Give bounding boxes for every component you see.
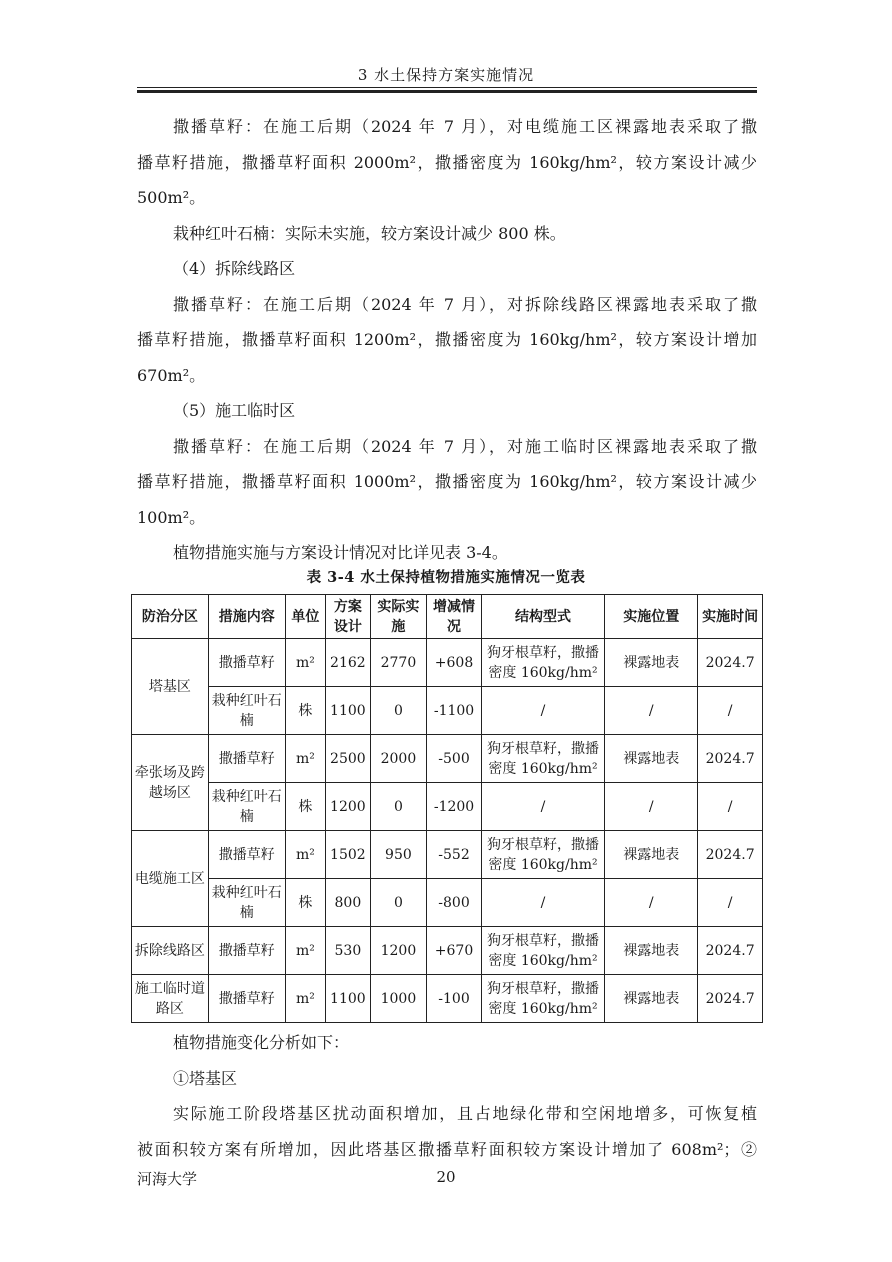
table-cell: 裸露地表 (605, 735, 698, 783)
table-cell: 2024.7 (698, 735, 763, 783)
footer-institution: 河海大学 (137, 1170, 198, 1188)
table-cell: -500 (427, 735, 482, 783)
section-heading: （4）拆除线路区 (173, 259, 296, 278)
zone-cell: 电缆施工区 (132, 831, 209, 927)
table-cell: 狗牙根草籽，撒播密度 160kg/hm² (481, 831, 604, 879)
table-cell: 0 (370, 783, 427, 831)
table-row (132, 687, 763, 735)
header-cell: 结构型式 (481, 595, 604, 639)
header-cell: 措施内容 (208, 595, 285, 639)
table-cell: 撒播草籽 (208, 927, 285, 975)
body-text-top (137, 109, 757, 571)
table-cell: 2024.7 (698, 831, 763, 879)
list-item-marker: ①塔基区 (173, 1068, 238, 1088)
table-cell: / (698, 783, 763, 831)
paragraph-line: 实际施工阶段塔基区扰动面积增加，且占地绿化带和空闲地增多，可恢复植 (173, 1104, 757, 1123)
table-cell: m² (285, 639, 325, 687)
body-text-bottom (137, 1025, 757, 1167)
header-cell: 单位 (285, 595, 325, 639)
table-cell: m² (285, 975, 325, 1023)
section-heading: （5）施工临时区 (173, 401, 296, 420)
table-cell: 1200 (370, 927, 427, 975)
paragraph-line: 播草籽措施，撒播草籽面积 2000m²，撒播密度为 160kg/hm²，较方案设计减少 (137, 152, 757, 172)
table-cell: m² (285, 927, 325, 975)
paragraph-line: 100m²。 (137, 507, 206, 527)
header-cell: 增减情况 (427, 595, 482, 639)
paragraph-line: 撒播草籽：在施工后期（2024 年 7 月），对施工临时区裸露地表采取了撒 (173, 436, 757, 456)
table-cell: 950 (370, 831, 427, 879)
table-cell: +608 (427, 639, 482, 687)
plant-measures-table (131, 594, 763, 1023)
table-cell: m² (285, 831, 325, 879)
table-cell: / (481, 783, 604, 831)
table-cell: 1100 (326, 975, 370, 1023)
page-number: 20 (436, 1168, 456, 1186)
header-rule-thin (137, 87, 757, 88)
table-header-row (132, 595, 763, 639)
table-cell: 1200 (326, 783, 370, 831)
table-cell: 株 (285, 879, 325, 927)
table-cell: / (698, 879, 763, 927)
zone-cell: 塔基区 (132, 639, 209, 735)
table-cell: -1100 (427, 687, 482, 735)
table-cell: 2500 (326, 735, 370, 783)
table-cell: / (605, 783, 698, 831)
header-cell: 实际实施 (370, 595, 427, 639)
table-cell: 撒播草籽 (208, 975, 285, 1023)
table-cell: 2024.7 (698, 927, 763, 975)
zone-cell: 牵张场及跨越场区 (132, 735, 209, 831)
paragraph-line: 撒播草籽：在施工后期（2024 年 7 月），对拆除线路区裸露地表采取了撒 (173, 294, 757, 314)
paragraph-line: 植物措施变化分析如下： (173, 1033, 350, 1052)
table-cell: 1502 (326, 831, 370, 879)
table-cell: -100 (427, 975, 482, 1023)
header-cell: 防治分区 (132, 595, 209, 639)
table-cell: +670 (427, 927, 482, 975)
table-cell: -552 (427, 831, 482, 879)
table-cell: -1200 (427, 783, 482, 831)
header-cell: 实施位置 (605, 595, 698, 639)
table-cell: 2162 (326, 639, 370, 687)
table-cell: 株 (285, 783, 325, 831)
table-cell: 撒播草籽 (208, 639, 285, 687)
table-cell: 800 (326, 879, 370, 927)
paragraph-line: 670m²。 (137, 365, 206, 385)
table-cell: 2770 (370, 639, 427, 687)
table-row (132, 639, 763, 687)
table-cell: 2024.7 (698, 639, 763, 687)
table-cell: / (605, 687, 698, 735)
table-cell: / (481, 879, 604, 927)
table-cell: 1000 (370, 975, 427, 1023)
table-cell: 栽种红叶石楠 (208, 687, 285, 735)
table-row (132, 975, 763, 1023)
table-row (132, 927, 763, 975)
zone-cell: 拆除线路区 (132, 927, 209, 975)
table-cell: / (605, 879, 698, 927)
table-cell: 栽种红叶石楠 (208, 783, 285, 831)
table-cell: 裸露地表 (605, 975, 698, 1023)
table-cell: 裸露地表 (605, 927, 698, 975)
table-cell: / (481, 687, 604, 735)
table-cell: 栽种红叶石楠 (208, 879, 285, 927)
table-row (132, 831, 763, 879)
zone-cell: 施工临时道路区 (132, 975, 209, 1023)
table-caption: 表 3-4 水土保持植物措施实施情况一览表 (306, 569, 586, 586)
table-cell: 2024.7 (698, 975, 763, 1023)
paragraph-line: 植物措施实施与方案设计情况对比详见表 3-4。 (173, 543, 508, 562)
paragraph-line: 播草籽措施，撒播草籽面积 1000m²，撒播密度为 160kg/hm²，较方案设计减少 (137, 472, 757, 491)
table-cell: 株 (285, 687, 325, 735)
table-row (132, 783, 763, 831)
table-cell: 狗牙根草籽，撒播密度 160kg/hm² (481, 639, 604, 687)
paragraph-line: 栽种红叶石楠：实际未实施，较方案设计减少 800 株。 (173, 223, 566, 243)
table-cell: 狗牙根草籽，撒播密度 160kg/hm² (481, 735, 604, 783)
table-cell: / (698, 687, 763, 735)
table-cell: 2000 (370, 735, 427, 783)
paragraph-line: 500m²。 (137, 188, 206, 207)
table-cell: m² (285, 735, 325, 783)
table-cell: 撒播草籽 (208, 831, 285, 879)
table-cell: 裸露地表 (605, 831, 698, 879)
paragraph-line: 被面积较方案有所增加，因此塔基区撒播草籽面积较方案设计增加了 608m²；② (137, 1139, 757, 1159)
table-cell: 狗牙根草籽，撒播密度 160kg/hm² (481, 975, 604, 1023)
header-cell: 方案设计 (326, 595, 370, 639)
table-row (132, 735, 763, 783)
header-cell: 实施时间 (698, 595, 763, 639)
table-cell: 撒播草籽 (208, 735, 285, 783)
header-rule-thick (137, 90, 757, 93)
running-header: 3 水土保持方案实施情况 (357, 66, 535, 84)
table-cell: 1100 (326, 687, 370, 735)
table-cell: 狗牙根草籽，撒播密度 160kg/hm² (481, 927, 604, 975)
table-cell: 530 (326, 927, 370, 975)
paragraph-line: 播草籽措施，撒播草籽面积 1200m²，撒播密度为 160kg/hm²，较方案设计增加 (137, 330, 757, 349)
paragraph-line: 撒播草籽：在施工后期（2024 年 7 月），对电缆施工区裸露地表采取了撒 (173, 117, 757, 136)
table-row (132, 879, 763, 927)
table-cell: -800 (427, 879, 482, 927)
table-cell: 0 (370, 879, 427, 927)
table-cell: 裸露地表 (605, 639, 698, 687)
table-cell: 0 (370, 687, 427, 735)
